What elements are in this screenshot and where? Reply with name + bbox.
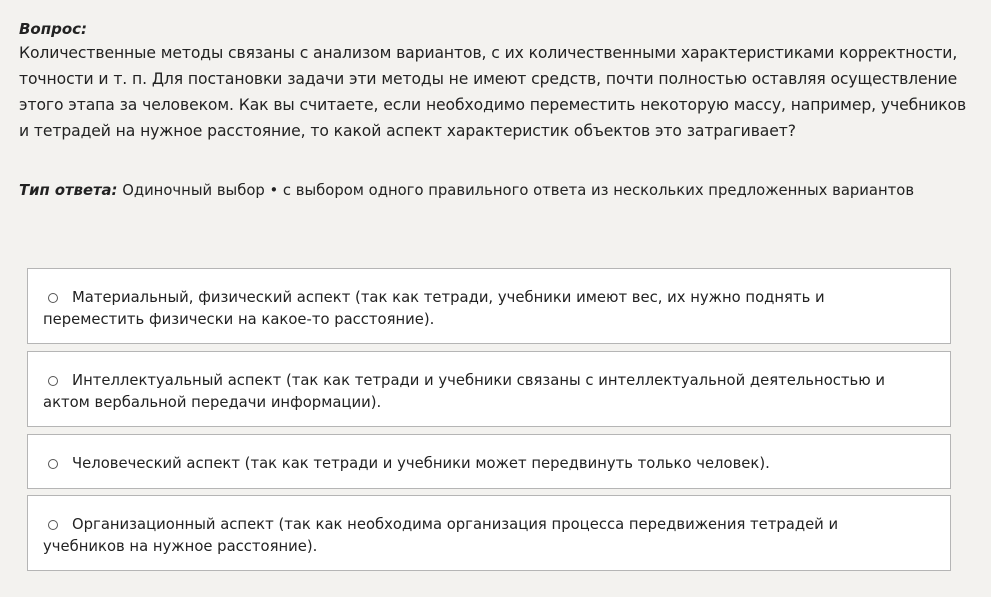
answer-option-3[interactable] [27,434,951,489]
radio-button-icon[interactable] [48,293,58,303]
answer-option-label: Материальный, физический аспект (так как тетради, учебники имеют вес, их нужно поднять и переместить физически на какое-то расстояние). [43,289,825,328]
answer-option-label: Организационный аспект (так как необходима организация процесса передвижения тетрадей и учебников на нужное расстояние). [43,516,839,555]
answer-type-label: Тип ответа: [19,182,118,199]
answer-type-value: Одиночный выбор • с выбором одного правильного ответа из нескольких предложенных вариантов [122,182,915,199]
question-label: Вопрос: [19,20,88,38]
answer-type [19,181,979,201]
answer-option-label: Человеческий аспект (так как тетради и учебники может передвинуть только человек). [72,455,770,472]
question-text: Количественные методы связаны с анализом вариантов, с их количественными характеристиками корректности, точности и т. п. Для постановки задачи эти методы не имеют средств, почти полностью оставляя осуществление этого этапа за человеком. Как вы считаете, если необходимо переместить некоторую массу, например, учебников и тетрадей на нужное расстояние, то какой аспект характеристик объектов это затрагивает? [19,44,967,140]
answer-option-label: Интеллектуальный аспект (так как тетради и учебники связаны с интеллектуальной деятельностью и актом вербальной передачи информации). [43,372,886,411]
radio-button-icon[interactable] [48,459,58,469]
answer-option-1[interactable] [27,268,951,344]
answer-option-4[interactable] [27,495,951,571]
radio-button-icon[interactable] [48,520,58,530]
answer-option-2[interactable] [27,351,951,427]
radio-button-icon[interactable] [48,376,58,386]
